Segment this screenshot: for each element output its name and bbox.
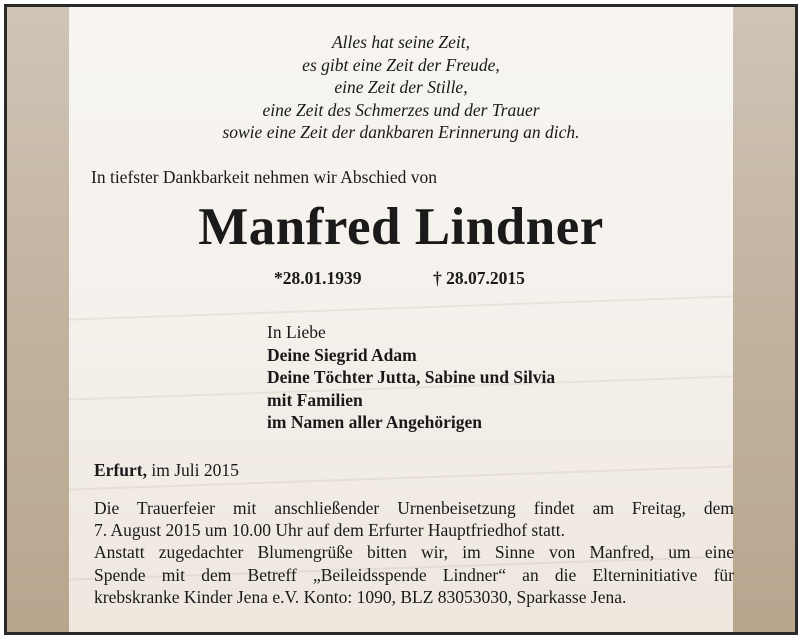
poem-line: es gibt eine Zeit der Freude, <box>302 54 500 75</box>
dateline <box>94 460 239 481</box>
dateline-place: Erfurt, <box>94 460 147 480</box>
notice-line: Die Trauerfeier mit anschließender Urnenbeisetzung findet am Freitag, dem <box>94 498 734 518</box>
death-date: † 28.07.2015 <box>433 268 525 288</box>
notice-line: krebskranke Kinder Jena e.V. Konto: 1090, BLZ 83053030, Sparkasse Jena. <box>94 586 627 607</box>
poem-line: eine Zeit des Schmerzes und der Trauer <box>262 99 540 120</box>
poem <box>7 31 795 144</box>
notice-line: Anstatt zugedachter Blumengrüße bitten wir, im Sinne von Manfred, um eine <box>94 542 734 563</box>
sand-dune-line <box>69 295 733 320</box>
family-line: Deine Töchter Jutta, Sabine und Silvia <box>267 367 556 387</box>
family-line: im Namen aller Angehörigen <box>267 412 483 432</box>
deceased-name: Manfred Lindner <box>198 198 604 256</box>
family-line: Deine Siegrid Adam <box>267 344 417 365</box>
poem-line: sowie eine Zeit der dankbaren Erinnerung an dich. <box>222 122 580 142</box>
notice-line: Spende mit dem Betreff „Beileidsspende Lindner“ an die Elterninitiative für <box>94 564 734 585</box>
obituary-frame <box>4 4 798 635</box>
funeral-notice <box>94 497 734 608</box>
poem-line: eine Zeit der Stille, <box>334 77 468 97</box>
farewell-intro: In tiefster Dankbarkeit nehmen wir Abschied von <box>91 167 438 187</box>
family-signature <box>267 321 555 434</box>
poem-line: Alles hat seine Zeit, <box>331 32 471 52</box>
dateline-date: im Juli 2015 <box>151 460 239 480</box>
family-line: mit Familien <box>267 389 363 410</box>
birth-date: *28.01.1939 <box>274 268 362 288</box>
family-lead: In Liebe <box>267 322 326 342</box>
notice-line: 7. August 2015 um 10.00 Uhr auf dem Erfurter Hauptfriedhof statt. <box>94 520 565 541</box>
